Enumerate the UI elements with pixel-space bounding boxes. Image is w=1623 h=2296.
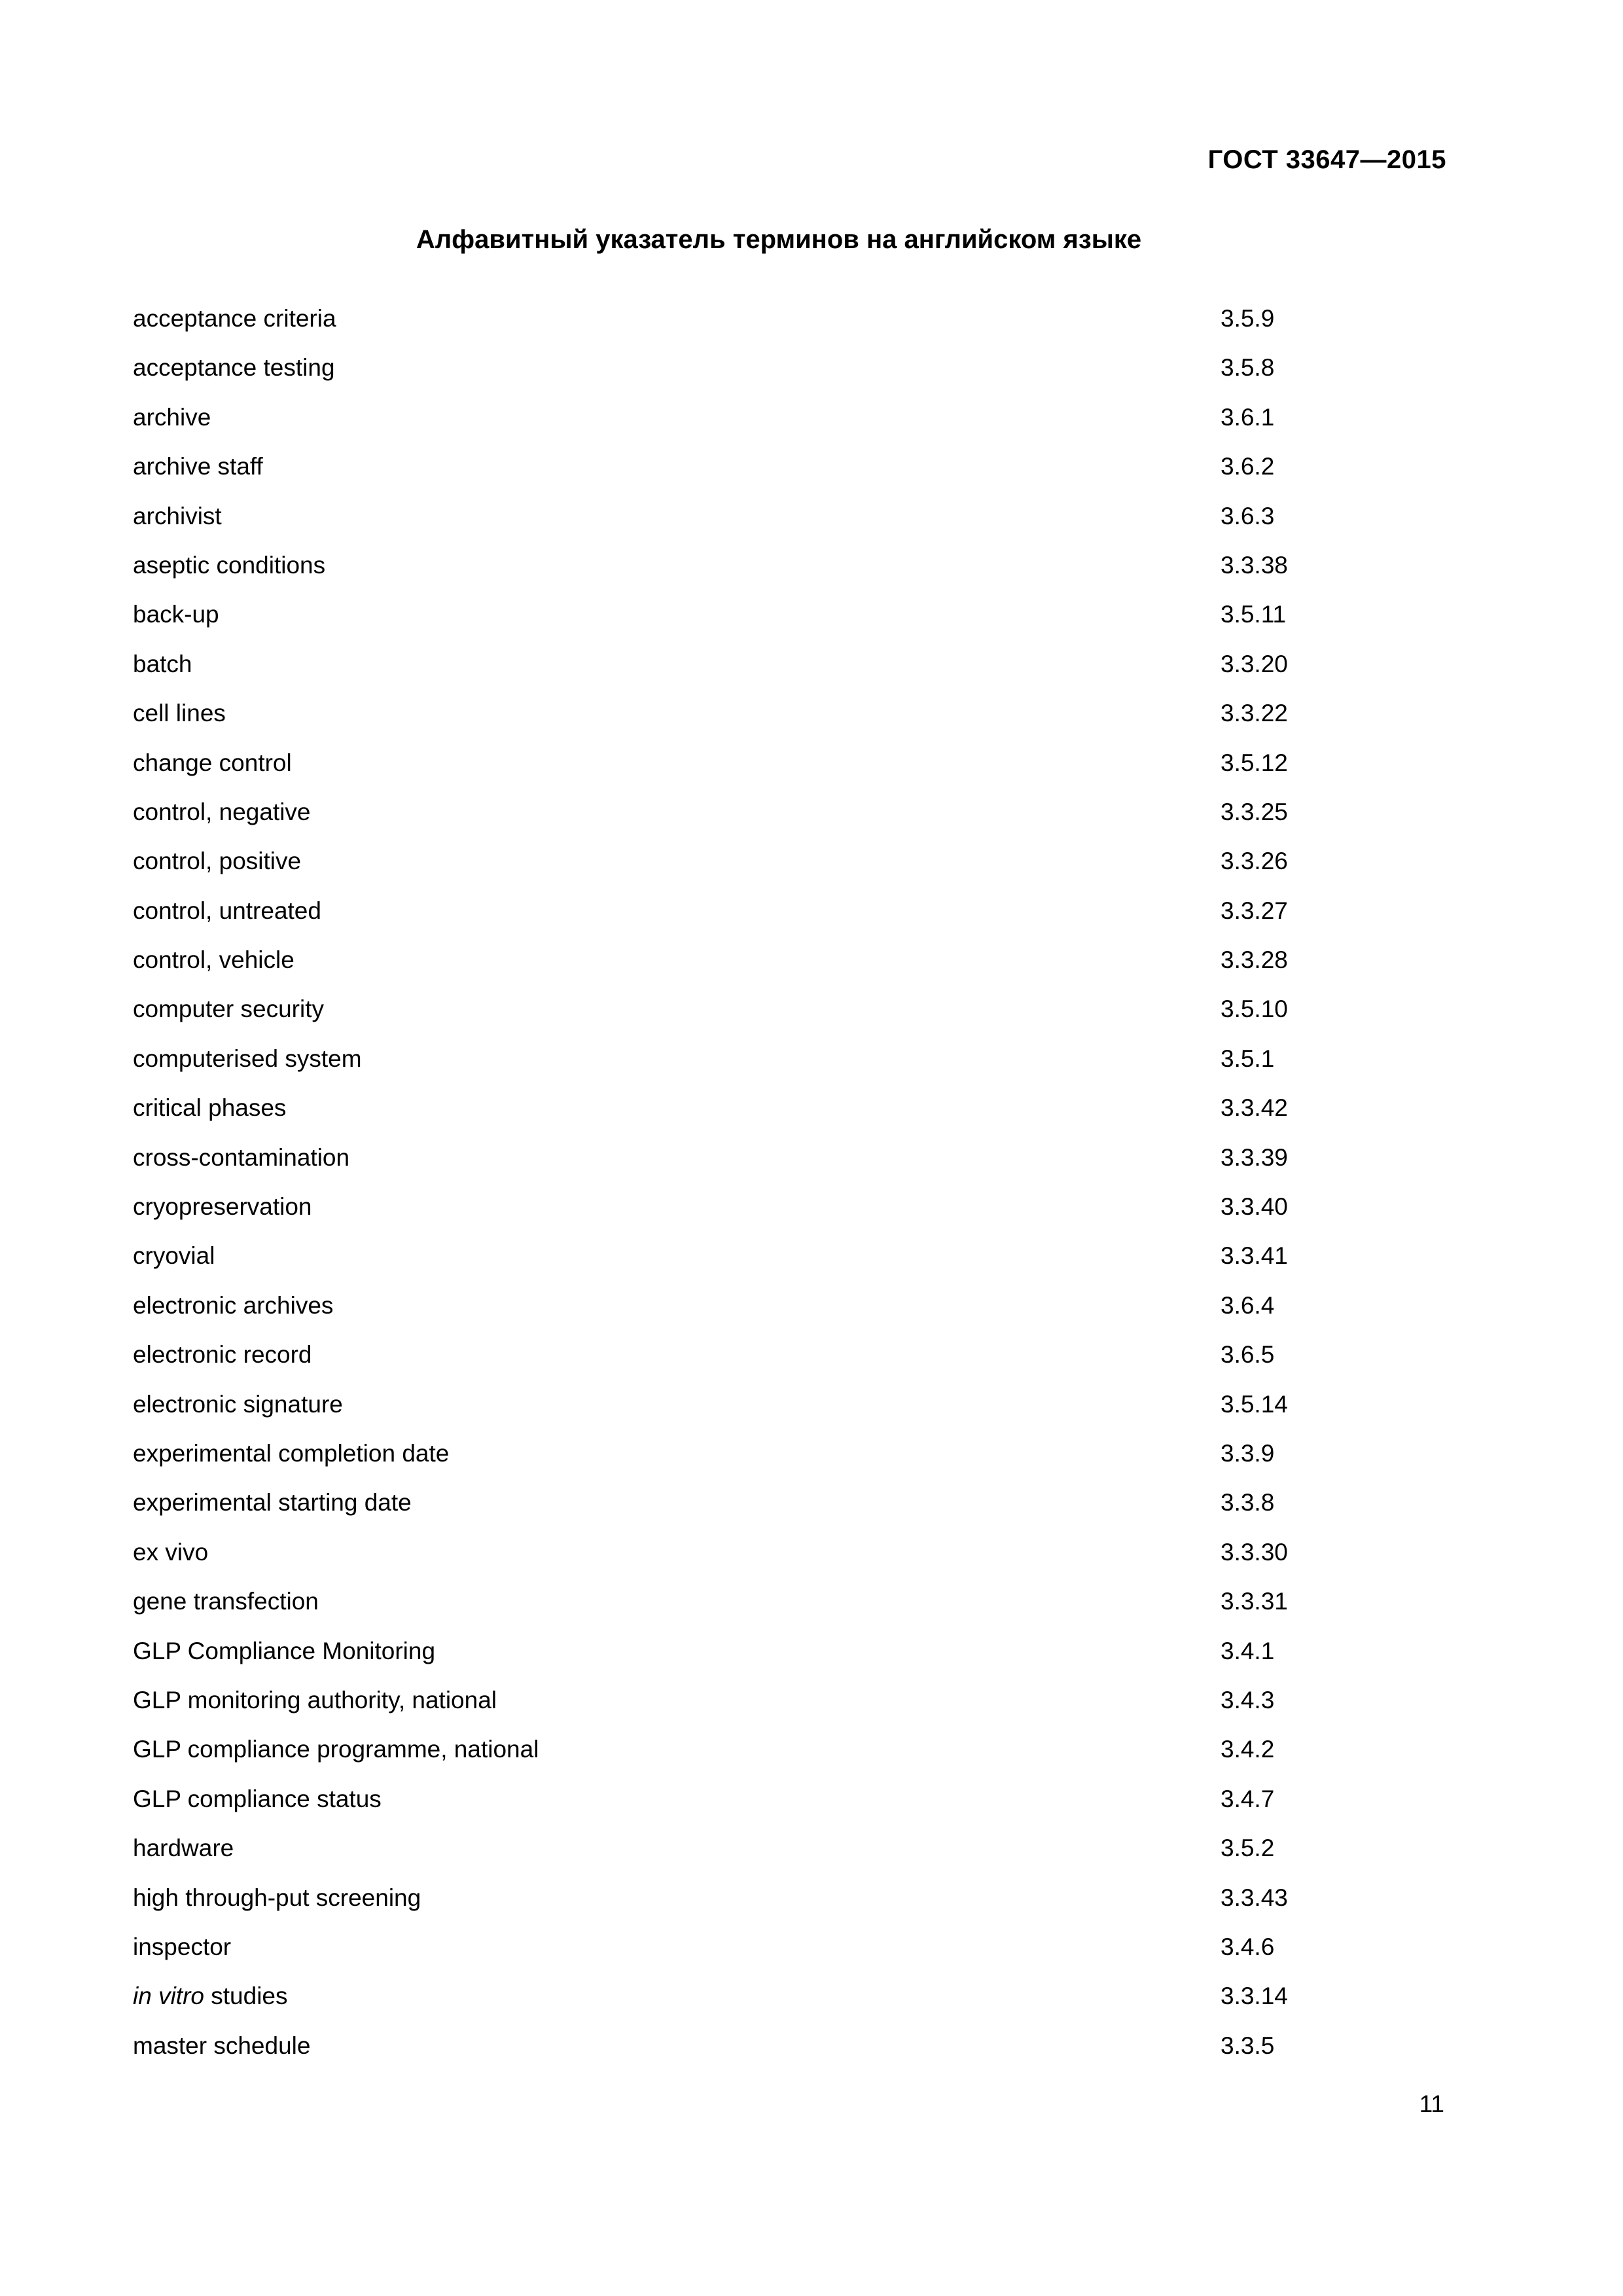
page-number: 11 [1419, 2090, 1444, 2117]
index-term: ex vivo [133, 1538, 209, 1566]
index-reference: 3.5.10 [1221, 996, 1288, 1023]
index-term: computerised system [133, 1045, 362, 1072]
index-entry [133, 748, 1311, 797]
index-reference: 3.3.41 [1221, 1242, 1288, 1270]
index-entry [133, 1044, 1311, 1093]
index-term: gene transfection [133, 1588, 319, 1615]
index-reference: 3.3.31 [1221, 1588, 1288, 1615]
index-entry [133, 452, 1311, 501]
index-term: control, positive [133, 848, 302, 875]
index-entry [133, 501, 1311, 550]
index-entry [133, 1093, 1311, 1142]
index-term: computer security [133, 996, 324, 1023]
index-reference: 3.3.39 [1221, 1143, 1288, 1171]
index-term: inspector [133, 1933, 232, 1960]
index-entry [133, 1241, 1311, 1290]
index-term: GLP compliance programme, national [133, 1736, 539, 1763]
index-term [133, 1981, 1221, 2011]
index-reference: 3.4.6 [1221, 1933, 1275, 1960]
index-reference: 3.3.40 [1221, 1193, 1288, 1221]
index-entry [133, 1587, 1311, 1636]
index-term: cryopreservation [133, 1193, 312, 1221]
index-reference: 3.5.12 [1221, 749, 1288, 776]
index-reference: 3.5.14 [1221, 1390, 1288, 1418]
index-term: archivist [133, 502, 222, 529]
index-term: critical phases [133, 1094, 287, 1122]
index-reference: 3.3.14 [1221, 1982, 1288, 2010]
index-entry [133, 304, 1311, 353]
index-term: archive staff [133, 453, 263, 480]
index-entry [133, 1488, 1311, 1537]
index-entry [133, 353, 1311, 402]
index-term: control, vehicle [133, 946, 294, 974]
index-entry [133, 1291, 1311, 1340]
index-term: experimental starting date [133, 1489, 412, 1516]
index-reference: 3.6.1 [1221, 403, 1275, 431]
index-reference: 3.3.9 [1221, 1439, 1275, 1467]
index-entry [133, 403, 1311, 452]
index-term: control, untreated [133, 897, 321, 924]
index-term: change control [133, 749, 292, 776]
index-term: master schedule [133, 2032, 311, 2059]
index-entry [133, 1981, 1311, 2030]
index-reference: 3.4.1 [1221, 1637, 1275, 1664]
index-entry [133, 1833, 1311, 1882]
index-term: back-up [133, 601, 219, 628]
index-entry [133, 1784, 1311, 1833]
index-entry [133, 2031, 1311, 2080]
index-entry [133, 1734, 1311, 1784]
index-entry [133, 649, 1311, 698]
index-reference: 3.3.38 [1221, 551, 1288, 579]
index-entry [133, 1390, 1311, 1439]
index-reference: 3.3.20 [1221, 650, 1288, 677]
index-term: cryovial [133, 1242, 215, 1270]
index-term: GLP Compliance Monitoring [133, 1637, 436, 1664]
index-reference: 3.3.25 [1221, 798, 1288, 825]
index-term: cross-contamination [133, 1143, 350, 1171]
index-title: Алфавитный указатель терминов на английском языке [416, 225, 1142, 254]
index-entry [133, 1340, 1311, 1389]
index-entry [133, 550, 1311, 600]
index-entry [133, 1439, 1311, 1488]
index-reference: 3.3.8 [1221, 1489, 1275, 1516]
index-entry [133, 1192, 1311, 1241]
index-reference: 3.3.28 [1221, 946, 1288, 974]
index-term: GLP compliance status [133, 1785, 382, 1812]
index-reference: 3.3.26 [1221, 848, 1288, 875]
index-term: archive [133, 403, 211, 431]
index-reference: 3.6.2 [1221, 453, 1275, 480]
index-reference: 3.3.43 [1221, 1884, 1288, 1911]
document-code: ГОСТ 33647—2015 [1207, 145, 1446, 174]
index-reference: 3.4.3 [1221, 1686, 1275, 1713]
index-reference: 3.5.9 [1221, 305, 1275, 332]
index-term: experimental completion date [133, 1439, 450, 1467]
index-term: high through-put screening [133, 1884, 421, 1911]
index-reference: 3.6.4 [1221, 1291, 1275, 1319]
index-entry [133, 896, 1311, 945]
index-term: electronic archives [133, 1291, 334, 1319]
index-reference: 3.5.8 [1221, 354, 1275, 382]
index-reference: 3.4.2 [1221, 1736, 1275, 1763]
index-entry [133, 1685, 1311, 1734]
index-reference: 3.3.27 [1221, 897, 1288, 924]
index-term: batch [133, 650, 192, 677]
index-term: acceptance criteria [133, 305, 336, 332]
index-entry [133, 797, 1311, 846]
index-reference: 3.3.22 [1221, 700, 1288, 727]
index-entry [133, 846, 1311, 895]
index-entry [133, 1636, 1311, 1685]
index-reference: 3.5.1 [1221, 1045, 1275, 1072]
index-entry [133, 600, 1311, 649]
index-entry [133, 945, 1311, 994]
index-term: GLP monitoring authority, national [133, 1686, 497, 1713]
index-entry [133, 1537, 1311, 1587]
index-reference: 3.6.5 [1221, 1341, 1275, 1369]
index-entry [133, 994, 1311, 1043]
index-reference: 3.3.30 [1221, 1538, 1288, 1566]
index-reference: 3.3.5 [1221, 2032, 1275, 2059]
index-reference: 3.6.3 [1221, 502, 1275, 529]
index-reference: 3.5.11 [1221, 601, 1287, 628]
index-term: aseptic conditions [133, 551, 326, 579]
index-entry [133, 1143, 1311, 1192]
index-reference: 3.3.42 [1221, 1094, 1288, 1122]
index-reference: 3.5.2 [1221, 1835, 1275, 1862]
index-entry [133, 1932, 1311, 1981]
index-entry [133, 1883, 1311, 1932]
index-term: acceptance testing [133, 354, 335, 382]
index-term-rest: studies [204, 1982, 288, 2010]
index-term: control, negative [133, 798, 311, 825]
index-reference: 3.4.7 [1221, 1785, 1275, 1812]
index-term-italic: in vitro [133, 1982, 204, 2010]
index-entry [133, 698, 1311, 747]
index-term: electronic record [133, 1341, 312, 1369]
index-term: electronic signature [133, 1390, 343, 1418]
index-term: cell lines [133, 700, 226, 727]
term-index-list [133, 304, 1311, 2080]
index-term: hardware [133, 1835, 234, 1862]
